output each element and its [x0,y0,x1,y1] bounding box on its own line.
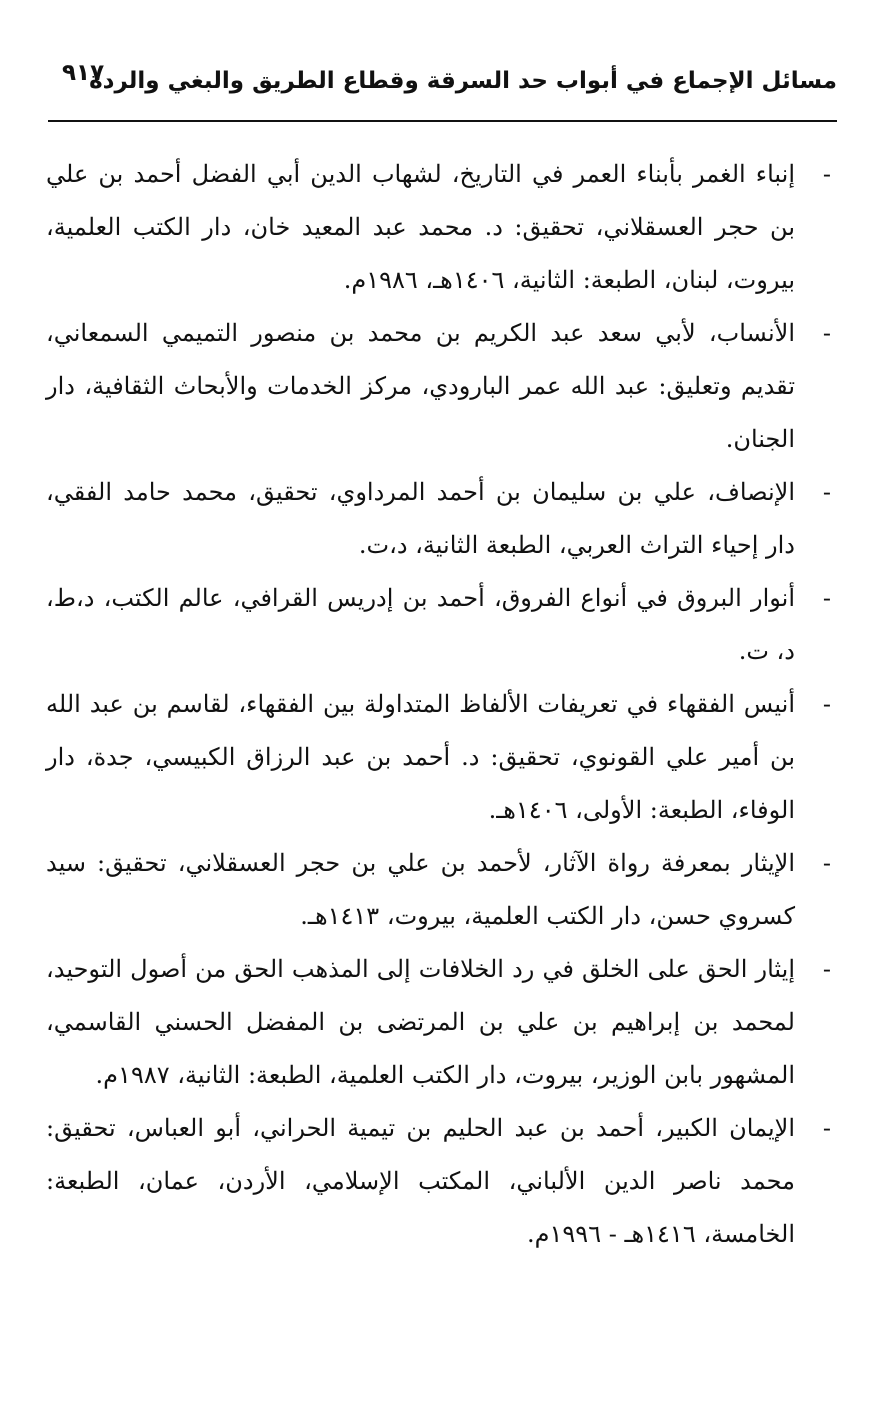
running-title: مسائل الإجماع في أبواب حد السرقة وقطاع الطريق والبغي والردة [89,68,837,94]
bibliography-entry [46,678,839,837]
entry-dash: - [822,319,831,347]
entry-dash: - [822,160,831,188]
bibliography-entry [46,307,839,466]
entry-text: إنباء الغمر بأبناء العمر في التاريخ، لشهاب الدين أبي الفضل أحمد بن علي بن حجر العسقلاني، تحقيق: د. محمد عبد المعيد خان، دار الكتب العلمية، بيروت، لبنان، الطبعة: الثانية، ١٤٠٦هـ، ١٩٨٦م. [46,160,796,294]
entry-text: أنيس الفقهاء في تعريفات الألفاظ المتداولة بين الفقهاء، لقاسم بن عبد الله بن أمير علي القونوي، تحقيق: د. أحمد بن عبد الرزاق الكبيسي، جدة، دار الوفاء، الطبعة: الأولى، ١٤٠٦هـ. [46,690,795,824]
bibliography-entry [46,466,839,572]
entry-text: الإنصاف، علي بن سليمان بن أحمد المرداوي، تحقيق، محمد حامد الفقي، دار إحياء التراث العربي، الطبعة الثانية، د،ت. [46,478,795,559]
entry-dash: - [822,478,831,506]
bibliography-entry [46,943,839,1102]
entry-text: الإيمان الكبير، أحمد بن عبد الحليم بن تيمية الحراني، أبو العباس، تحقيق: محمد ناصر الدين الألباني، المكتب الإسلامي، الأردن، عمان، الطبعة: الخامسة، ١٤١٦هـ - ١٩٩٦م. [46,1114,795,1248]
entry-dash: - [822,1114,831,1142]
bibliography-list [46,148,839,1261]
entry-dash: - [822,690,831,718]
entry-text: إيثار الحق على الخلق في رد الخلافات إلى المذهب الحق من أصول التوحيد، لمحمد بن إبراهيم بن علي بن المرتضى بن المفضل الحسني القاسمي، المشهور بابن الوزير، بيروت، دار الكتب العلمية، الطبعة: الثانية، ١٩٨٧م. [46,955,795,1089]
bibliography-entry [46,1102,839,1261]
entry-dash: - [822,955,831,983]
bibliography-entry [46,837,839,943]
bibliography-entry [46,572,839,678]
entry-text: أنوار البروق في أنواع الفروق، أحمد بن إدريس القرافي، عالم الكتب، د،ط، د، ت. [46,584,795,665]
entry-dash: - [822,849,831,877]
bibliography-entry [46,148,839,307]
page-number: ٩١٧ [62,60,105,86]
entry-text: الأنساب، لأبي سعد عبد الكريم بن محمد بن منصور التميمي السمعاني، تقديم وتعليق: عبد الله عمر البارودي، مركز الخدمات والأبحاث الثقافية، دار الجنان. [46,319,795,453]
header-rule [48,120,837,122]
entry-dash: - [822,584,831,612]
page-header [48,60,837,120]
entry-text: الإيثار بمعرفة رواة الآثار، لأحمد بن علي بن حجر العسقلاني، تحقيق: سيد كسروي حسن، دار الكتب العلمية، بيروت، ١٤١٣هـ. [46,849,795,930]
